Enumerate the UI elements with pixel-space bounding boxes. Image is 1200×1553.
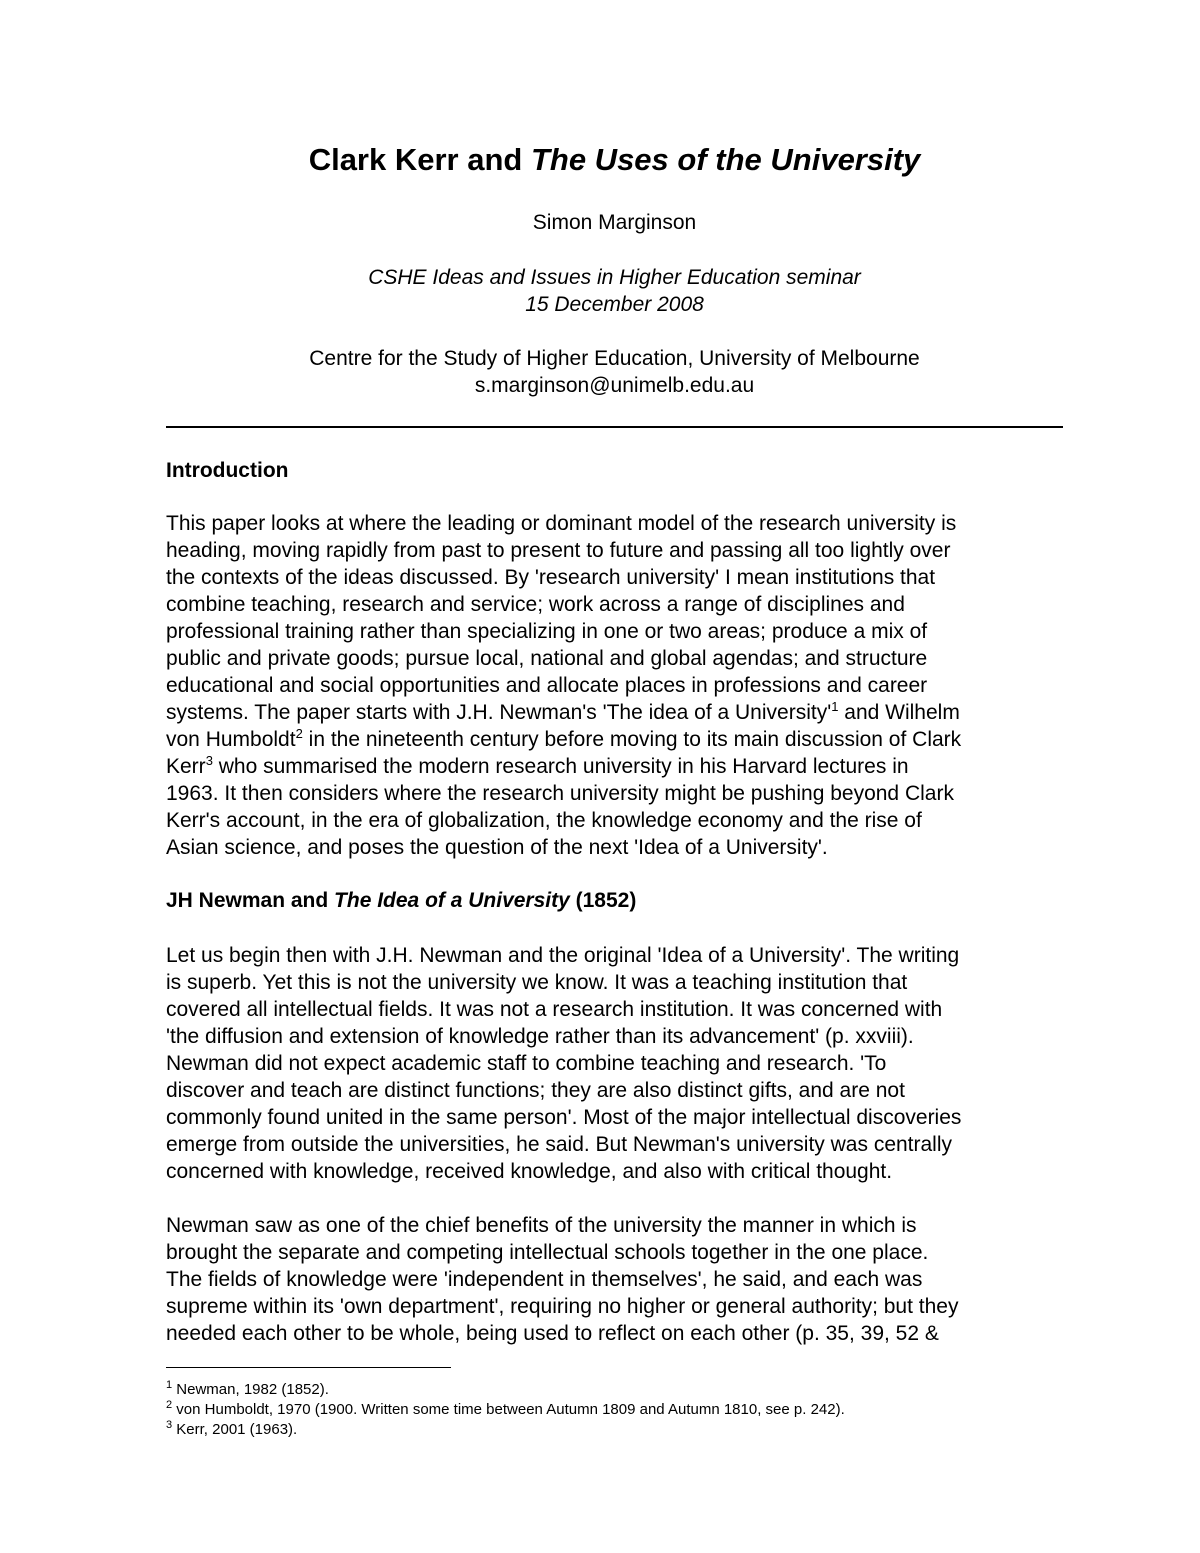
intro-line: 1963. It then considers where the research university might be pushing beyond Clark xyxy=(166,782,954,805)
paper-title-italic: The Uses of the University xyxy=(530,142,921,177)
newman-p2-line: needed each other to be whole, being used to reflect on each other (p. 35, 39, 52 & xyxy=(166,1322,939,1345)
newman-p1-line: emerge from outside the universities, he said. But Newman's university was centrally xyxy=(166,1133,953,1156)
intro-line: public and private goods; pursue local, national and global agendas; and structure xyxy=(166,647,928,670)
intro-line: educational and social opportunities and allocate places in professions and career xyxy=(166,674,928,697)
footnote-ref-3[interactable]: 3 xyxy=(205,753,213,768)
intro-line: the contexts of the ideas discussed. By 'research university' I mean institutions that xyxy=(166,566,936,589)
newman-p2-line: brought the separate and competing intellectual schools together in the one place. xyxy=(166,1241,929,1264)
footnote-2 xyxy=(166,1400,845,1420)
intro-text: systems. The paper starts with J.H. Newman's 'The idea of a University' xyxy=(166,701,832,724)
intro-text: in the nineteenth century before moving to its main discussion of Clark xyxy=(302,728,962,751)
footnote-1 xyxy=(166,1380,329,1400)
intro-text: Kerr xyxy=(166,755,206,778)
footnote-number: 3 xyxy=(166,1419,173,1431)
footnote-separator xyxy=(166,1367,451,1368)
intro-line: This paper looks at where the leading or dominant model of the research university is xyxy=(166,512,957,535)
affiliation: Centre for the Study of Higher Education, University of Melbourne xyxy=(309,347,920,370)
newman-p1-line: 'the diffusion and extension of knowledge rather than its advancement' (p. xxviii). xyxy=(166,1025,914,1048)
intro-line: combine teaching, research and service; work across a range of disciplines and xyxy=(166,593,905,616)
intro-line xyxy=(166,699,960,726)
author-email: s.marginson@unimelb.edu.au xyxy=(474,374,755,397)
footnote-text: von Humboldt, 1970 (1900. Written some time between Autumn 1809 and Autumn 1810, see p. 242). xyxy=(172,1401,845,1418)
heading-text: (1852) xyxy=(569,889,637,912)
intro-text: and Wilhelm xyxy=(838,701,960,724)
paper-title-prefix: Clark Kerr and xyxy=(308,142,531,177)
footnote-number: 2 xyxy=(166,1399,173,1411)
newman-p1-line: concerned with knowledge, received knowledge, and also with critical thought. xyxy=(166,1160,893,1183)
intro-line: professional training rather than specializing in one or two areas; produce a mix of xyxy=(166,620,928,643)
footnote-ref-2[interactable]: 2 xyxy=(295,726,303,741)
newman-p1-line: Newman did not expect academic staff to combine teaching and research. 'To xyxy=(166,1052,887,1075)
author-name: Simon Marginson xyxy=(532,211,697,234)
heading-text: JH Newman and xyxy=(166,889,335,912)
paper-title xyxy=(166,140,1063,180)
heading-italic-text: The Idea of a University xyxy=(334,889,570,912)
newman-p2-line: The fields of knowledge were 'independent in themselves', he said, and each was xyxy=(166,1268,923,1291)
footnote-ref-1[interactable]: 1 xyxy=(831,699,839,714)
section-heading-introduction: Introduction xyxy=(166,459,289,482)
intro-line: Kerr's account, in the era of globalization, the knowledge economy and the rise of xyxy=(166,809,922,832)
event-date: 15 December 2008 xyxy=(525,293,704,316)
footnote-text: Kerr, 2001 (1963). xyxy=(172,1421,298,1438)
footnote-3 xyxy=(166,1420,297,1440)
intro-line: heading, moving rapidly from past to present to future and passing all too lightly over xyxy=(166,539,951,562)
intro-line xyxy=(166,726,961,753)
newman-p1-line: is superb. Yet this is not the university we know. It was a teaching institution that xyxy=(166,971,908,994)
newman-p1-line: Let us begin then with J.H. Newman and the original 'Idea of a University'. The writing xyxy=(166,944,960,967)
footnote-text: Newman, 1982 (1852). xyxy=(172,1381,329,1398)
header-divider xyxy=(166,426,1063,428)
newman-p2-line: supreme within its 'own department', requiring no higher or general authority; but they xyxy=(166,1295,959,1318)
footnote-number: 1 xyxy=(166,1379,173,1391)
newman-p1-line: covered all intellectual fields. It was not a research institution. It was concerned with xyxy=(166,998,943,1021)
intro-text: von Humboldt xyxy=(166,728,296,751)
newman-p2-line: Newman saw as one of the chief benefits of the university the manner in which is xyxy=(166,1214,917,1237)
newman-p1-line: discover and teach are distinct functions; they are also distinct gifts, and are not xyxy=(166,1079,905,1102)
intro-line: Asian science, and poses the question of the next 'Idea of a University'. xyxy=(166,836,828,859)
intro-line xyxy=(166,753,909,780)
intro-text: who summarised the modern research university in his Harvard lectures in xyxy=(212,755,909,778)
section-heading-newman xyxy=(166,887,636,914)
newman-p1-line: commonly found united in the same person'. Most of the major intellectual discoveries xyxy=(166,1106,962,1129)
event-line-1: CSHE Ideas and Issues in Higher Education seminar xyxy=(368,266,861,289)
